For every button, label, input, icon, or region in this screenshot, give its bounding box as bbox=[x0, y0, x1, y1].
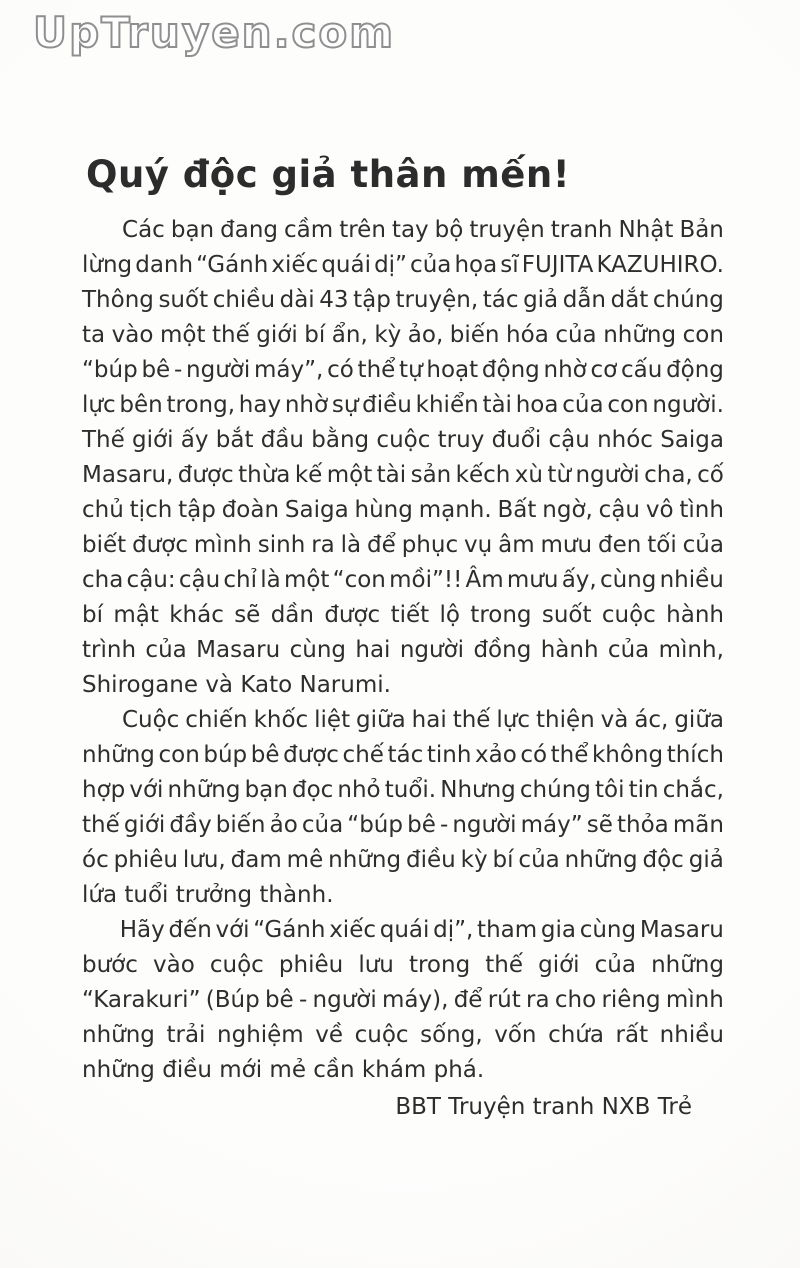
text-line: những điều mới mẻ cần khám phá. bbox=[82, 1057, 485, 1083]
text-line: bí mật khác sẽ dần được tiết lộ trong suốt cuộc hành bbox=[82, 602, 724, 628]
text-line: những con búp bê được chế tác tinh xảo có thể không thích bbox=[82, 742, 724, 768]
text-line: Cuộc chiến khốc liệt giữa hai thế lực thiện và ác, giữa bbox=[121, 707, 724, 733]
text-line: “búp bê - người máy”, có thể tự hoạt động nhờ cơ cấu động bbox=[82, 357, 724, 383]
text-line: Thông suốt chiều dài 43 tập truyện, tác giả dẫn dắt chúng bbox=[82, 287, 724, 313]
text-line: óc phiêu lưu, đam mê những điều kỳ bí của những độc giả bbox=[82, 847, 724, 873]
text-line: thế giới đầy biến ảo của “búp bê - người máy” sẽ thỏa mãn bbox=[82, 812, 724, 838]
text-line: lứa tuổi trưởng thành. bbox=[82, 882, 334, 908]
text-line: “Karakuri” (Búp bê - người máy), để rút ra cho riêng mình bbox=[82, 987, 724, 1013]
text-line: Các bạn đang cầm trên tay bộ truyện tranh Nhật Bản bbox=[122, 217, 724, 243]
text-line: trình của Masaru cùng hai người đồng hành của mình, bbox=[82, 637, 724, 663]
text-line: Hãy đến với “Gánh xiếc quái dị”, tham gia cùng Masaru bbox=[119, 917, 724, 943]
text-line: Thế giới ấy bắt đầu bằng cuộc truy đuổi cậu nhóc Saiga bbox=[82, 427, 724, 453]
text-line: hợp với những bạn đọc nhỏ tuổi. Nhưng chúng tôi tin chắc, bbox=[82, 777, 724, 803]
text-line: cha cậu: cậu chỉ là một “con mồi”!! Âm mưu ấy, cùng nhiều bbox=[82, 567, 724, 593]
page-title: Quý độc giả thân mến! bbox=[86, 152, 571, 196]
text-line: Shirogane và Kato Narumi. bbox=[82, 672, 391, 698]
text-line: ta vào một thế giới bí ẩn, kỳ ảo, biến hóa của những con bbox=[82, 322, 724, 348]
text-line: bước vào cuộc phiêu lưu trong thế giới của những bbox=[82, 952, 724, 978]
text-line: những trải nghiệm về cuộc sống, vốn chứa rất nhiều bbox=[82, 1022, 724, 1048]
publisher-letter-body bbox=[82, 213, 724, 1088]
uptruyen-watermark-logo: UpTruyen.com bbox=[33, 8, 396, 57]
text-line: lực bên trong, hay nhờ sự điều khiển tài hoa của con người. bbox=[82, 392, 724, 418]
text-line: biết được mình sinh ra là để phục vụ âm mưu đen tối của bbox=[82, 532, 724, 558]
signature: BBT Truyện tranh NXB Trẻ bbox=[395, 1094, 692, 1120]
text-line: lừng danh “Gánh xiếc quái dị” của họa sĩ FUJITA KAZUHIRO. bbox=[82, 252, 724, 278]
text-line: Masaru, được thừa kế một tài sản kếch xù từ người cha, cố bbox=[82, 462, 724, 488]
text-line: chủ tịch tập đoàn Saiga hùng mạnh. Bất ngờ, cậu vô tình bbox=[82, 497, 724, 523]
